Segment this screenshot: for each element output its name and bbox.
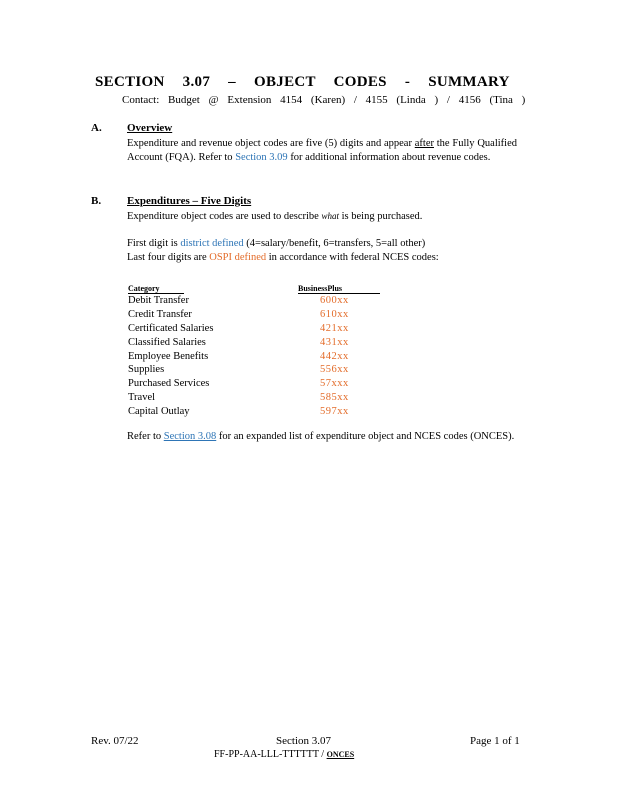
first-digit-text: First digit is (127, 238, 181, 249)
object-codes-table (128, 283, 380, 418)
category-cell: Capital Outlay (128, 405, 190, 417)
table-row (128, 363, 380, 377)
last-digits-text: Last four digits are (127, 252, 210, 263)
footer-section: Section 3.07 (276, 735, 331, 747)
overview-after-word: after (414, 138, 434, 149)
section-a-paragraph (127, 137, 517, 164)
code-cell: 597xx (320, 405, 349, 417)
table-row (128, 322, 380, 336)
code-cell: 600xx (320, 295, 349, 307)
fqa-onces: ONCES (326, 750, 355, 759)
section-b-paragraph-2 (127, 237, 517, 251)
table-row (128, 404, 380, 418)
category-cell: Employee Benefits (128, 350, 209, 362)
section-b-paragraph-3 (127, 251, 517, 265)
category-header: Category (128, 283, 298, 294)
footer-fqa (214, 749, 354, 760)
first-digit-values: (4=salary/benefit, 6=transfers, 5=all other) (243, 238, 426, 249)
section-a-heading: Overview (127, 122, 173, 134)
table-row (128, 391, 380, 405)
table-row (128, 308, 380, 322)
category-cell: Travel (128, 391, 156, 403)
section-309-link[interactable]: Section 3.09 (235, 151, 288, 163)
code-cell: 421xx (320, 322, 349, 334)
page-title: SECTION 3.07 – OBJECT CODES - SUMMARY (95, 74, 510, 90)
table-row (128, 335, 380, 349)
code-cell: 57xxx (320, 378, 349, 390)
code-cell: 431xx (320, 336, 349, 348)
table-header-row (128, 283, 380, 294)
code-cell: 610xx (320, 309, 349, 321)
category-cell: Classified Salaries (128, 336, 206, 348)
category-cell: Supplies (128, 364, 165, 376)
section-a-letter: A. (91, 122, 102, 134)
last-digits-text-2: in accordance with federal NCES codes: (266, 252, 439, 263)
section-308-link[interactable]: Section 3.08 (163, 431, 217, 442)
district-defined: district defined (180, 238, 244, 249)
footer-page: Page 1 of 1 (470, 735, 520, 747)
footer-revision: Rev. 07/22 (91, 735, 139, 747)
category-cell: Credit Transfer (128, 309, 192, 321)
overview-text-3: for additional information about revenue codes. (287, 151, 491, 163)
businessplus-header: BusinessPlus (298, 283, 380, 294)
overview-text-1: Expenditure and revenue object codes are five (5) digits and appear (127, 138, 415, 149)
ospi-defined: OSPI defined (209, 252, 267, 263)
table-row (128, 377, 380, 391)
table-row (128, 294, 380, 308)
code-cell: 556xx (320, 364, 349, 376)
section-b-paragraph-4 (127, 430, 517, 444)
contact-line: Contact: Budget @ Extension 4154 (Karen) / 4155 (Linda ) / 4156 (Tina ) (122, 94, 526, 106)
section-b-paragraph-1 (127, 210, 517, 224)
section-b-heading: Expenditures – Five Digits (127, 195, 252, 207)
category-cell: Purchased Services (128, 378, 210, 390)
fqa-format: FF-PP-AA-LLL-TTTTTT / (214, 749, 327, 760)
expenditures-text-1: Expenditure object codes are used to describe (127, 211, 322, 222)
category-cell: Certificated Salaries (128, 322, 214, 334)
code-cell: 585xx (320, 391, 349, 403)
section-b-letter: B. (91, 195, 102, 207)
table-row (128, 349, 380, 363)
expenditures-text-2: is being purchased. (338, 211, 423, 222)
expenditures-what: what (321, 211, 339, 221)
code-cell: 442xx (320, 350, 349, 362)
category-cell: Debit Transfer (128, 295, 189, 307)
refer-text: Refer to (127, 431, 164, 442)
overview-text-2: the Fully Qualified Account (FQA). Refer to (127, 138, 517, 163)
refer-text-2: for an expanded list of expenditure object and NCES codes (ONCES). (216, 431, 515, 442)
